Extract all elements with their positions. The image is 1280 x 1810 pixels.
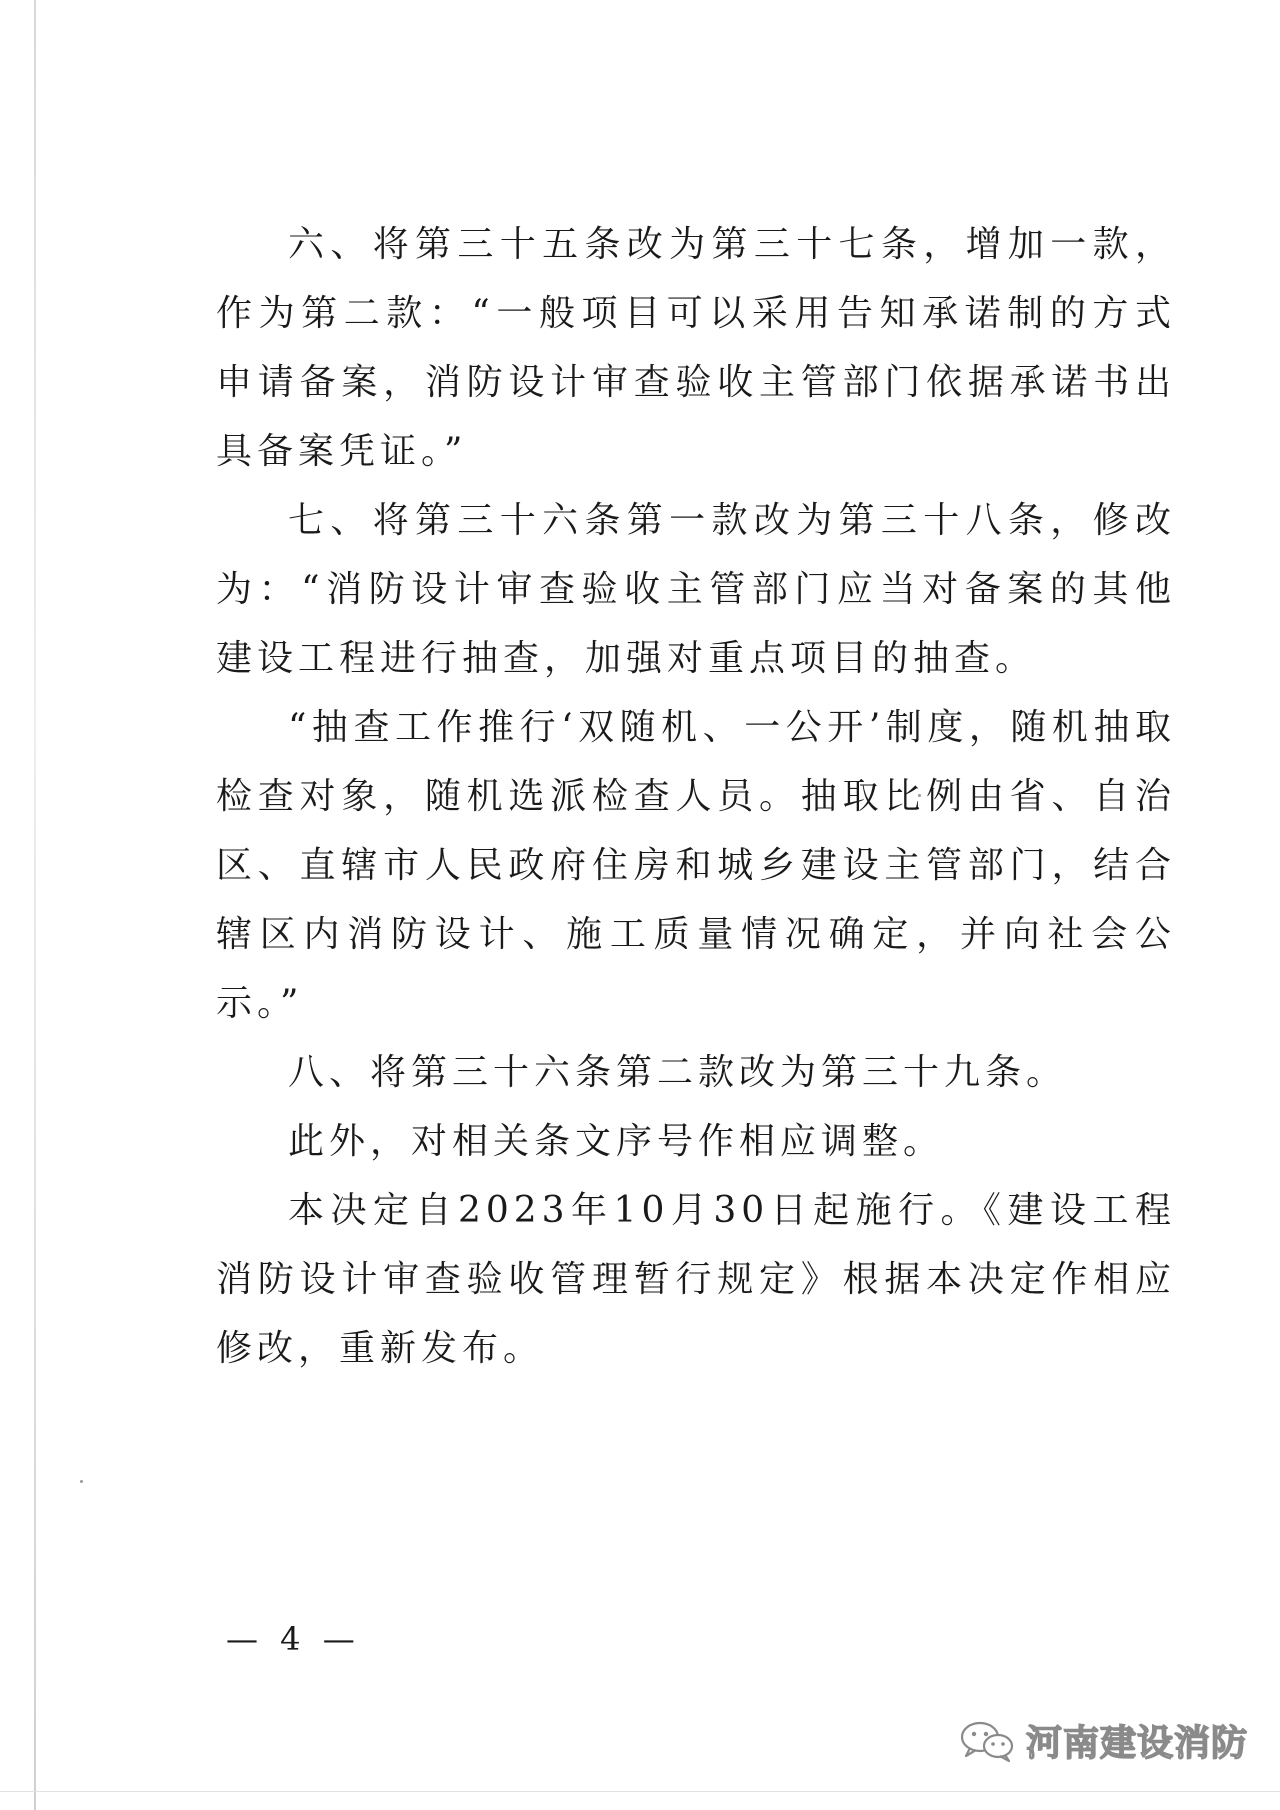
scan-edge-bottom — [0, 1791, 1280, 1792]
paragraph-renumbering-note: 此外，对相关条文序号作相应调整。 — [288, 1121, 945, 1162]
document-body — [216, 210, 1176, 1383]
paragraph-article-7: 七、将第三十六条第一款改为第三十八条，修改为：“消防设计审查验收主管部门应当对备案的其他建设工程进行抽查，加强对重点项目的抽查。 — [216, 500, 1176, 679]
paragraph-article-8: 八、将第三十六条第二款改为第三十九条。 — [288, 1052, 1068, 1093]
paragraph-random-inspection: “抽查工作推行‘双随机、一公开’制度，随机抽取检查对象，随机选派检查人员。抽取比例由省、自治区、直辖市人民政府住房和城乡建设主管部门，结合辖区内消防设计、施工质量情况确定，并向社会公示。” — [216, 707, 1176, 1024]
paragraph-effective-date: 本决定自2023年10月30日起施行。《建设工程消防设计审查验收管理暂行规定》根据本决定作相应修改，重新发布。 — [216, 1190, 1176, 1369]
wechat-icon — [958, 1719, 1016, 1763]
scan-edge-left — [34, 0, 36, 1810]
page-number: — 4 — — [226, 1620, 361, 1658]
wechat-watermark — [958, 1715, 1248, 1766]
watermark-account-name: 河南建设消防 — [1025, 1723, 1248, 1764]
paragraph-article-6: 六、将第三十五条改为第三十七条，增加一款，作为第二款：“一般项目可以采用告知承诺制的方式申请备案，消防设计审查验收主管部门依据承诺书出具备案凭证。” — [216, 224, 1176, 472]
scan-speck — [80, 1480, 83, 1483]
